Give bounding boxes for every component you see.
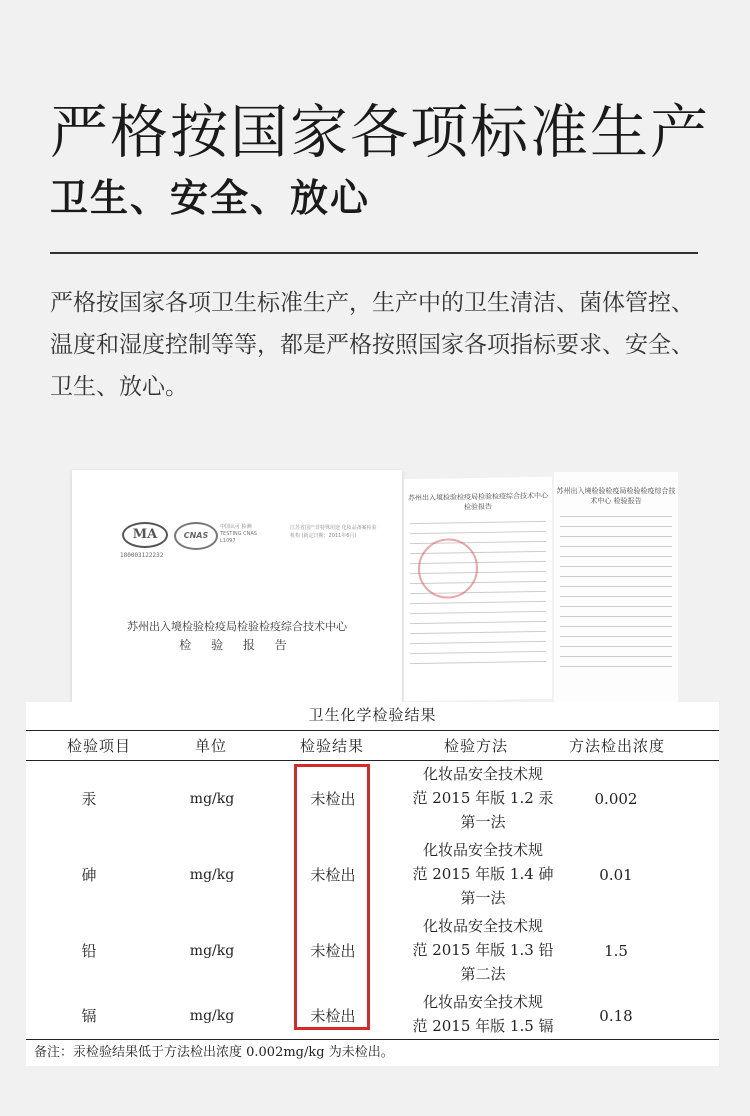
test-unit: mg/kg: [189, 791, 235, 807]
test-result: 未检出: [310, 790, 356, 808]
cover-note: 江苏省国产非特殊用途 化妆品备案检验机构 (新定日期：2011年6月): [290, 525, 377, 539]
column-header: 单位: [194, 737, 227, 755]
test-result: 未检出: [310, 866, 356, 884]
detection-limit: 0.18: [599, 1007, 633, 1025]
table-header-rule: [26, 760, 719, 761]
test-unit: mg/kg: [189, 1008, 235, 1024]
method-line: 范 2015 年版 1.2 汞: [412, 789, 554, 807]
intro-paragraph: 严格按国家各项卫生标准生产，生产中的卫生清洁、菌体管控、温度和湿度控制等等，都是严格按照国家各项指标要求、安全、卫生、放心。: [50, 290, 694, 400]
method-line: 范 2015 年版 1.3 铅: [412, 941, 554, 959]
method-line: 化妆品安全技术规: [422, 765, 543, 783]
ma-certification-icon: MA: [122, 522, 168, 548]
test-method: [398, 914, 568, 986]
detection-limit: 0.01: [599, 866, 633, 884]
column-header: 检验项目: [66, 737, 131, 755]
method-line: 化妆品安全技术规: [422, 917, 543, 935]
detection-limit: 1.5: [604, 942, 628, 960]
report-label: 检 验 报 告: [179, 638, 295, 652]
method-line: 化妆品安全技术规: [422, 993, 543, 1011]
report-page-photo: [554, 472, 678, 702]
page-subtitle: 卫生、安全、放心: [50, 176, 371, 220]
table-top-rule: [26, 730, 719, 731]
report-cover-photo: [72, 470, 402, 702]
method-line: 范 2015 年版 1.5 镉: [412, 1017, 554, 1035]
test-item: 铅: [81, 942, 97, 960]
column-header: 检验结果: [299, 737, 364, 755]
ma-code: 180003122232: [120, 552, 164, 559]
method-line: 第一法: [460, 813, 506, 831]
test-unit: mg/kg: [189, 867, 235, 883]
divider: [50, 252, 698, 254]
test-item: 汞: [81, 790, 97, 808]
test-result: 未检出: [310, 1007, 356, 1025]
test-item: 砷: [81, 866, 97, 884]
column-header: 检验方法: [443, 737, 508, 755]
chemical-test-results: [26, 702, 719, 1066]
table-bottom-rule: [26, 1039, 719, 1040]
method-line: 第一法: [460, 889, 506, 907]
cover-heading: [72, 618, 402, 654]
report-page-photo: [404, 477, 552, 702]
report-page-title: 苏州出入境检验检疫局检验检疫综合技术中心 检验报告: [556, 487, 676, 505]
result-highlight-box: [294, 764, 370, 1030]
results-title: 卫生化学检验结果: [308, 706, 437, 724]
cnas-certification-icon: CNAS: [174, 522, 218, 550]
page-title: 严格按国家各项标准生产: [50, 98, 711, 166]
table-footnote: 备注：汞检验结果低于方法检出浓度 0.002mg/kg 为未检出。: [34, 1045, 394, 1060]
column-header: 方法检出浓度: [568, 737, 665, 755]
method-line: 化妆品安全技术规: [422, 841, 543, 859]
method-line: 范 2015 年版 1.4 砷: [412, 865, 554, 883]
method-line: 第二法: [460, 965, 506, 983]
test-result: 未检出: [310, 942, 356, 960]
test-method: [398, 762, 568, 834]
report-page-lines: [560, 516, 672, 692]
detection-limit: 0.002: [594, 790, 638, 808]
test-item: 镉: [81, 1007, 97, 1025]
test-method: [398, 990, 568, 1038]
test-unit: mg/kg: [189, 943, 235, 959]
cnas-caption: 中国认可 检测 TESTING CNAS L1097: [220, 524, 257, 544]
testing-organization: 苏州出入境检验检疫局检验检疫综合技术中心: [127, 620, 347, 633]
test-method: [398, 838, 568, 910]
report-page-title: 苏州出入境检验检疫局检验检疫综合技术中心 检验报告: [408, 491, 548, 512]
